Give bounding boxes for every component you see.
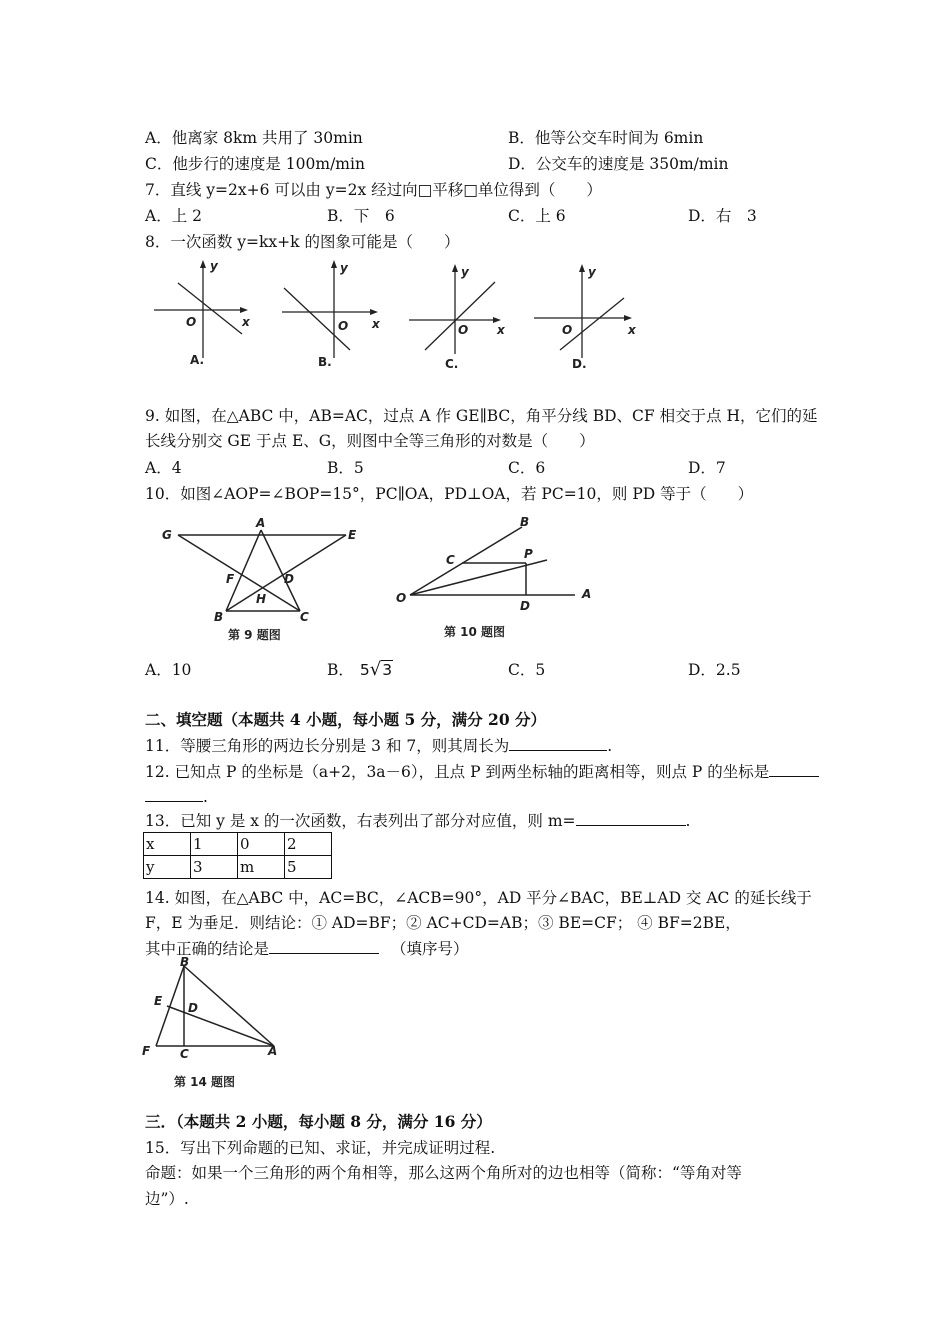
fig9-label-e: E <box>348 528 357 542</box>
table-cell: x <box>144 833 191 856</box>
q15-stem: 15．写出下列命题的已知、求证，并完成证明过程. <box>145 1139 496 1157</box>
fig9-label-d: D <box>284 572 294 586</box>
q8b-caption: B. <box>318 355 332 369</box>
fig10-label-c: C <box>446 553 455 567</box>
q8a-x-label: x <box>242 315 250 329</box>
q8b-y-label: y <box>340 261 348 275</box>
q6-option-a: A．他离家 8km 共用了 30min <box>145 129 363 147</box>
q13-end: . <box>685 812 691 830</box>
q9-stem-line1: 9. 如图，在△ABC 中，AB=AC，过点 A 作 GE∥BC，角平分线 BD、CF 相交于点 H，它们的延 <box>145 407 818 425</box>
q15-proposition-line2: 边”）. <box>145 1190 189 1208</box>
fig10-label-a: A <box>582 587 592 601</box>
fig14-label-b: B <box>180 955 190 969</box>
q9-option-c: C．6 <box>508 459 546 477</box>
fig10-label-p: P <box>524 547 533 561</box>
q11-answer-blank <box>509 735 607 751</box>
table-row <box>144 856 332 879</box>
q14-stem-line2: F，E 为垂足．则结论：① AD=BF；② AC+CD=AB；③ BE=CF； ④ BF=2BE， <box>145 914 741 932</box>
q11-stem <box>145 735 612 756</box>
q8-graph-b <box>278 258 388 370</box>
q9-stem-line2: 长线分别交 GE 于点 E、G，则图中全等三角形的对数是（ ） <box>145 432 595 450</box>
q8c-caption: C. <box>445 357 459 371</box>
q8-stem: 8．一次函数 y=kx+k 的图象可能是（ ） <box>145 233 460 251</box>
q7-option-a: A．上 2 <box>145 207 202 225</box>
q8-graph-d <box>532 258 642 370</box>
q7-option-b: B．下 6 <box>327 207 395 225</box>
table-cell: 0 <box>238 833 285 856</box>
fig9-label-b: B <box>214 610 224 624</box>
fig9-diagram <box>158 515 368 645</box>
table-cell: 5 <box>285 856 332 879</box>
q12-end: . <box>203 788 208 806</box>
q13-answer-blank <box>576 810 686 826</box>
q6-option-b: B．他等公交车时间为 6min <box>508 129 704 147</box>
q12-stem-line2 <box>145 786 208 807</box>
q14-stem-line1: 14. 如图，在△ABC 中，AC=BC，∠ACB=90°，AD 平分∠BAC，BE⊥AD 交 AC 的延长线于 <box>145 889 812 907</box>
fig14-label-f: F <box>142 1044 151 1058</box>
q15-proposition-line1: 命题：如果一个三角形的两个角相等，那么这两个角所对的边也相等（简称：“等角对等 <box>145 1164 742 1182</box>
q9-option-d: D．7 <box>688 459 726 477</box>
q14-text: 其中正确的结论是 <box>145 940 270 958</box>
q14-stem-line3 <box>145 938 469 959</box>
q8d-y-label: y <box>588 265 596 279</box>
q8d-origin-label: O <box>562 323 573 337</box>
q13-text: 13．已知 y 是 x 的一次函数，右表列出了部分对应值，则 m= <box>145 812 576 830</box>
q8d-caption: D. <box>572 357 587 371</box>
fig14-label-d: D <box>188 1001 198 1015</box>
q9-option-b: B．5 <box>327 459 364 477</box>
q8a-origin-label: O <box>186 315 197 329</box>
fig9-label-a: A <box>256 516 266 530</box>
q9-option-a: A．4 <box>145 459 182 477</box>
table-cell: 3 <box>191 856 238 879</box>
fig10-diagram <box>392 512 602 642</box>
q11-text: 11．等腰三角形的两边长分别是 3 和 7，则其周长为 <box>145 737 510 755</box>
fig9-label-h: H <box>256 592 267 606</box>
q10-option-b <box>327 660 393 680</box>
q7-stem: 7．直线 y=2x+6 可以由 y=2x 经过向□平移□单位得到（ ） <box>145 181 602 199</box>
q8c-origin-label: O <box>458 323 469 337</box>
section2-title: 二、填空题（本题共 4 小题，每小题 5 分，满分 20 分） <box>145 710 547 729</box>
q8-graph-a <box>150 258 260 370</box>
q8a-caption: A. <box>190 353 205 367</box>
q12-stem <box>145 761 819 782</box>
fig10-caption: 第 10 题图 <box>444 625 506 639</box>
fig10-label-o: O <box>396 591 407 605</box>
table-cell: y <box>144 856 191 879</box>
q13-value-table <box>143 832 332 879</box>
sqrt-icon: √ <box>369 659 382 680</box>
table-cell: 1 <box>191 833 238 856</box>
fig9-caption: 第 9 题图 <box>228 628 281 642</box>
q10-option-b-prefix: B． <box>327 661 354 679</box>
q10-option-c: C．5 <box>508 661 546 679</box>
q10-option-b-rad: 3 <box>382 661 393 679</box>
q13-stem <box>145 810 690 831</box>
table-row <box>144 833 332 856</box>
q11-end: . <box>607 737 613 755</box>
q10-stem: 10．如图∠AOP=∠BOP=15°，PC∥OA，PD⊥OA，若 PC=10，则 PD 等于（ ） <box>145 485 754 503</box>
q12-answer-blank-1 <box>769 761 819 777</box>
fig14-label-a: A <box>268 1044 278 1058</box>
fig14-label-c: C <box>180 1047 189 1061</box>
fig14-caption: 第 14 题图 <box>174 1075 236 1089</box>
table-cell: 2 <box>285 833 332 856</box>
q12-answer-blank-2 <box>145 786 203 802</box>
q7-option-c: C．上 6 <box>508 207 566 225</box>
q6-option-d: D．公交车的速度是 350m/min <box>508 155 729 173</box>
q8c-y-label: y <box>461 265 469 279</box>
q8d-x-label: x <box>628 323 636 337</box>
q8c-x-label: x <box>497 323 505 337</box>
q8-graph-c <box>405 258 515 370</box>
fig10-label-d: D <box>520 599 530 613</box>
q10-option-a: A．10 <box>145 661 192 679</box>
q14-answer-blank <box>269 938 379 954</box>
fig9-label-c: C <box>300 610 309 624</box>
section3-title: 三．（本题共 2 小题，每小题 8 分，满分 16 分） <box>145 1112 492 1131</box>
fig9-label-f: F <box>226 572 235 586</box>
q10-option-d: D．2.5 <box>688 661 741 679</box>
q8a-y-label: y <box>210 259 218 273</box>
q14-hint: （填序号） <box>391 940 469 958</box>
fig14-label-e: E <box>154 994 163 1008</box>
table-cell: m <box>238 856 285 879</box>
q12-text: 12. 已知点 P 的坐标是（a+2，3a－6），且点 P 到两坐标轴的距离相等，则点 P 的坐标是 <box>145 763 770 781</box>
fig10-label-b: B <box>520 515 530 529</box>
q10-option-b-coef: 5 <box>359 661 370 679</box>
fig14-diagram <box>140 955 290 1093</box>
q6-option-c: C．他步行的速度是 100m/min <box>145 155 365 173</box>
q7-option-d: D．右 3 <box>688 207 757 225</box>
fig9-label-g: G <box>162 528 172 542</box>
q8b-x-label: x <box>372 317 380 331</box>
q8b-origin-label: O <box>338 319 349 333</box>
